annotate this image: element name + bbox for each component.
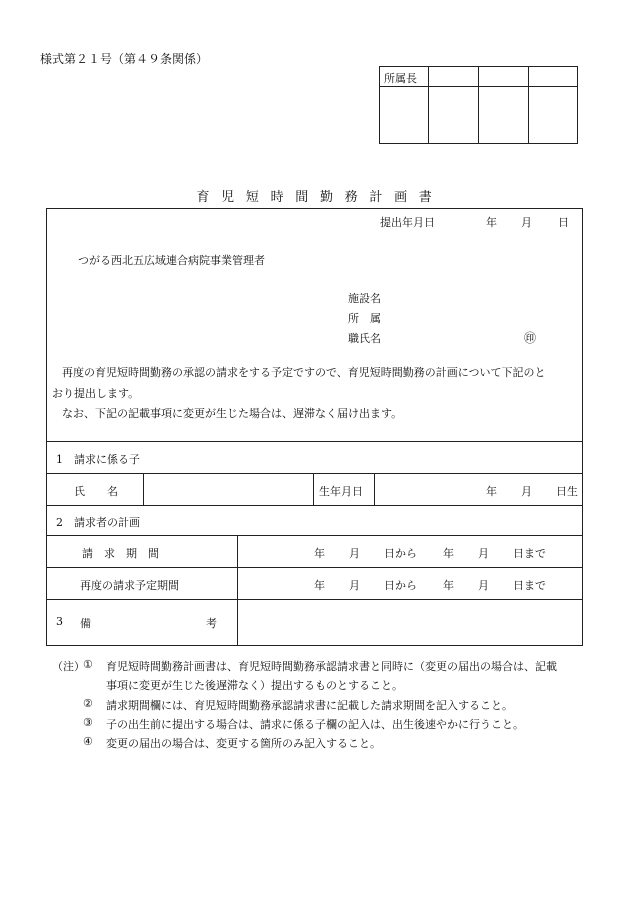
- row-line: [46, 567, 583, 568]
- facility-label: 施設名: [348, 292, 381, 305]
- note-mark: ①: [83, 658, 93, 671]
- note-text: 事項に変更が生じた後遅滞なく）提出するものとすること。: [106, 679, 403, 692]
- col-line: [374, 473, 375, 505]
- row-line: [46, 599, 583, 600]
- body-line-3: なお、下記の記載事項に変更が生じた場合は、遅滞なく届け出ます。: [62, 407, 403, 420]
- body-line-1: 再度の育児短時間勤務の承認の請求をする予定ですので、育児短時間勤務の計画について下記のと: [62, 366, 546, 379]
- note-mark: ②: [83, 697, 93, 710]
- note-text: 育児短時間勤務計画書は、育児短時間勤務承認請求書と同時に（変更の届出の場合は、記載: [106, 660, 557, 673]
- seal-mark: ㊞: [524, 331, 537, 345]
- period-month: 月: [349, 547, 360, 560]
- period-from: 日から: [384, 547, 417, 560]
- replan-year: 年: [443, 579, 454, 592]
- child-name-label: 氏 名: [74, 485, 118, 498]
- replan-year: 年: [314, 579, 325, 592]
- name-label: 職氏名: [348, 332, 381, 345]
- replan-month: 月: [349, 579, 360, 592]
- recipient: つがる西北五広域連合病院事業管理者: [78, 254, 265, 267]
- request-period-label: 請 求 期 間: [82, 547, 159, 560]
- submission-date-label: 提出年月日: [380, 216, 435, 229]
- approval-col-line: [478, 66, 479, 144]
- section-1-heading: 1 請求に係る子: [56, 453, 140, 466]
- col-line: [237, 535, 238, 646]
- section-2-heading: 2 請求者の計画: [56, 516, 140, 529]
- approval-col-line: [428, 66, 429, 144]
- submission-month: 月: [521, 216, 532, 229]
- notes-prefix: （注）: [52, 660, 85, 673]
- note-text: 変更の届出の場合は、変更する箇所のみ記入すること。: [106, 737, 381, 750]
- submission-day: 日: [558, 216, 569, 229]
- submission-year: 年: [486, 216, 497, 229]
- note-text: 請求期間欄には、育児短時間勤務承認請求書に記載した請求期間を記入すること。: [106, 699, 513, 712]
- department-label: 所 属: [348, 312, 381, 325]
- row-line: [46, 473, 583, 474]
- approval-label: 所属長: [384, 72, 417, 85]
- birth-day: 日生: [556, 485, 578, 498]
- row-line: [46, 505, 583, 506]
- col-line: [313, 473, 314, 505]
- col-line: [143, 473, 144, 505]
- replan-from: 日から: [384, 579, 417, 592]
- body-line-2: おり提出します。: [52, 387, 140, 400]
- period-year: 年: [314, 547, 325, 560]
- period-year: 年: [443, 547, 454, 560]
- birth-year: 年: [486, 485, 497, 498]
- replan-until: 日まで: [513, 579, 546, 592]
- page-title: 育児短時間勤務計画書: [196, 190, 444, 205]
- period-month: 月: [478, 547, 489, 560]
- row-line: [46, 535, 583, 536]
- approval-col-line: [528, 66, 529, 144]
- period-until: 日まで: [513, 547, 546, 560]
- remarks-label-b: 考: [206, 617, 217, 630]
- section-3-number: 3: [56, 615, 63, 628]
- replan-month: 月: [478, 579, 489, 592]
- remarks-label-a: 備: [80, 617, 91, 630]
- row-line: [46, 441, 583, 442]
- birth-date-label: 生年月日: [319, 485, 363, 498]
- note-text: 子の出生前に提出する場合は、請求に係る子欄の記入は、出生後速やかに行うこと。: [106, 718, 524, 731]
- form-number: 様式第２１号（第４９条関係）: [40, 52, 209, 66]
- note-mark: ③: [83, 716, 93, 729]
- replan-period-label: 再度の請求予定期間: [80, 579, 179, 592]
- birth-month: 月: [521, 485, 532, 498]
- note-mark: ④: [83, 735, 93, 748]
